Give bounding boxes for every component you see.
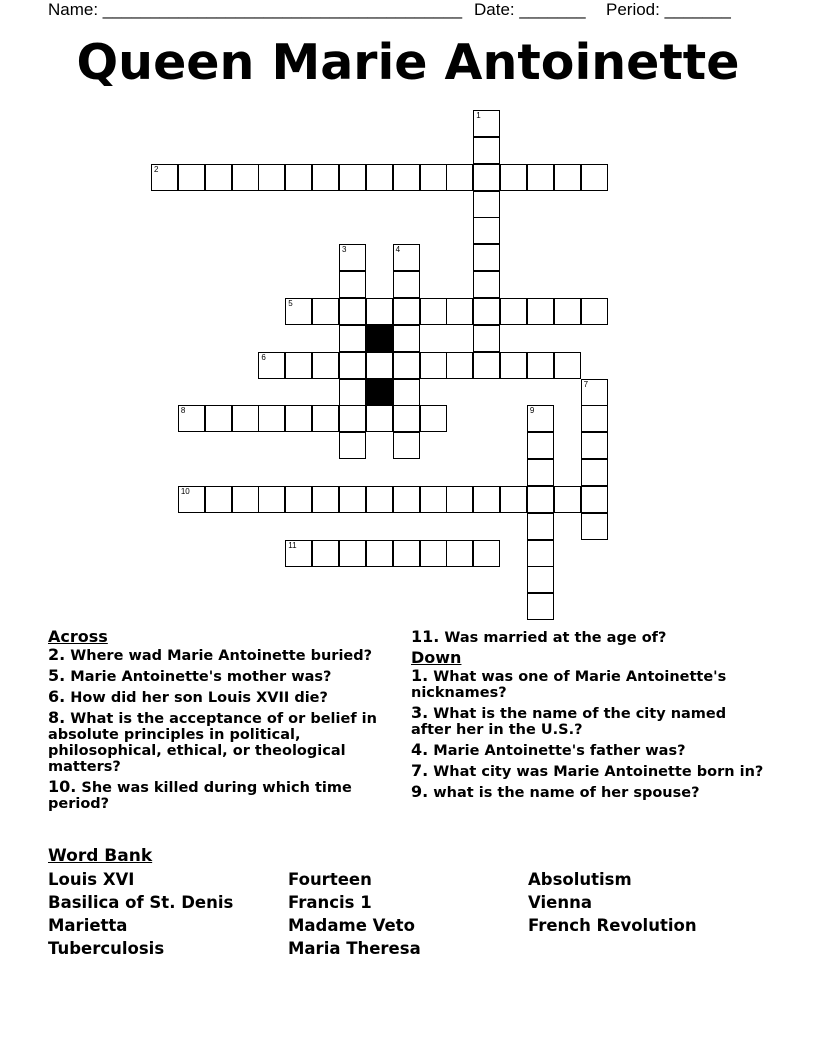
clue-down-7: 7. What city was Marie Antoinette born in? <box>411 761 764 780</box>
word-bank-item: Absolutism <box>528 870 632 889</box>
crossword-cell[interactable] <box>527 164 554 191</box>
crossword-cell[interactable] <box>581 459 608 486</box>
crossword-cell[interactable] <box>420 352 447 379</box>
crossword-cell[interactable] <box>339 244 366 271</box>
clue-across-11: 11. Was married at the age of? <box>411 627 667 646</box>
crossword-cell[interactable] <box>581 486 608 513</box>
crossword-cell[interactable] <box>339 379 366 406</box>
crossword-cell[interactable] <box>339 405 366 432</box>
clue-down-9: 9. what is the name of her spouse? <box>411 782 700 801</box>
crossword-cell[interactable] <box>393 164 420 191</box>
crossword-cell[interactable] <box>473 217 500 244</box>
clue-number: 9 <box>529 406 535 416</box>
crossword-cell[interactable] <box>205 486 232 513</box>
word-bank-item: Louis XVI <box>48 870 135 889</box>
crossword-cell[interactable] <box>339 164 366 191</box>
crossword-cell[interactable] <box>205 405 232 432</box>
clue-number: 7 <box>583 379 589 389</box>
crossword-cell[interactable] <box>339 298 366 325</box>
crossword-cell[interactable] <box>312 405 339 432</box>
clue-across-6: 6. How did her son Louis XVII die? <box>48 687 328 706</box>
date-field[interactable]: Date: _______ <box>474 0 586 19</box>
page-title: Queen Marie Antoinette <box>76 34 740 91</box>
clue-down-3: 3. What is the name of the city named after her in the U.S.? <box>411 703 727 738</box>
across-clues <box>48 629 388 816</box>
word-bank-item: Vienna <box>528 893 592 912</box>
crossword-cell[interactable] <box>527 566 554 593</box>
crossword-cell[interactable] <box>446 540 473 567</box>
clue-number: 11 <box>288 540 297 550</box>
clue-number: 5 <box>288 298 293 308</box>
crossword-cell[interactable] <box>366 298 393 325</box>
word-bank-item: Basilica of St. Denis <box>48 893 234 912</box>
crossword-cell[interactable] <box>554 486 581 513</box>
clue-across-10: 10. She was killed during which time period? <box>48 777 352 812</box>
crossword-black-cell <box>366 325 393 352</box>
crossword-cell[interactable] <box>366 164 393 191</box>
crossword-cell[interactable] <box>339 271 366 298</box>
crossword-cell[interactable] <box>500 164 527 191</box>
crossword-cell[interactable] <box>527 593 554 620</box>
crossword-cell[interactable] <box>527 405 554 432</box>
clue-across-5: 5. Marie Antoinette's mother was? <box>48 666 332 685</box>
clue-down-4: 4. Marie Antoinette's father was? <box>411 740 686 759</box>
crossword-cell[interactable] <box>446 164 473 191</box>
crossword-cell[interactable] <box>312 164 339 191</box>
crossword-cell[interactable] <box>393 486 420 513</box>
down-clues <box>411 629 771 805</box>
crossword-cell[interactable] <box>527 513 554 540</box>
crossword-cell[interactable] <box>285 486 312 513</box>
crossword-cell[interactable] <box>500 298 527 325</box>
crossword-cell[interactable] <box>393 271 420 298</box>
word-bank-item: Madame Veto <box>288 916 415 935</box>
crossword-cell[interactable] <box>393 298 420 325</box>
crossword-cell[interactable] <box>312 352 339 379</box>
crossword-cell[interactable] <box>581 298 608 325</box>
clue-number: 6 <box>261 352 266 362</box>
word-bank-item: Francis 1 <box>288 893 372 912</box>
word-bank-item: Maria Theresa <box>288 939 421 958</box>
crossword-cell[interactable] <box>581 405 608 432</box>
crossword-cell[interactable] <box>554 352 581 379</box>
crossword-cell[interactable] <box>178 405 205 432</box>
word-bank-item: Tuberculosis <box>48 939 165 958</box>
crossword-cell[interactable] <box>285 298 312 325</box>
crossword-cell[interactable] <box>285 164 312 191</box>
crossword-cell[interactable] <box>473 298 500 325</box>
crossword-cell[interactable] <box>258 352 285 379</box>
crossword-cell[interactable] <box>527 352 554 379</box>
crossword-cell[interactable] <box>527 298 554 325</box>
crossword-cell[interactable] <box>473 137 500 164</box>
crossword-cell[interactable] <box>393 244 420 271</box>
crossword-cell[interactable] <box>285 405 312 432</box>
word-bank-column-2 <box>288 868 421 960</box>
crossword-cell[interactable] <box>527 432 554 459</box>
crossword-cell[interactable] <box>285 540 312 567</box>
word-bank-item: Fourteen <box>288 870 372 889</box>
crossword-cell[interactable] <box>178 164 205 191</box>
crossword-cell[interactable] <box>339 486 366 513</box>
clue-number: 1 <box>476 111 481 120</box>
crossword-cell[interactable] <box>339 432 366 459</box>
crossword-cell[interactable] <box>232 405 259 432</box>
crossword-cell[interactable] <box>500 352 527 379</box>
crossword-cell[interactable] <box>366 405 393 432</box>
clue-number: 2 <box>154 164 159 174</box>
crossword-cell[interactable] <box>339 352 366 379</box>
crossword-cell[interactable] <box>312 298 339 325</box>
crossword-cell[interactable] <box>473 110 500 137</box>
crossword-cell[interactable] <box>366 486 393 513</box>
crossword-cell[interactable] <box>312 486 339 513</box>
across-heading: Across <box>48 627 108 646</box>
crossword-black-cell <box>366 379 393 406</box>
crossword-cell[interactable] <box>312 540 339 567</box>
clue-across-8: 8. What is the acceptance of or belief in absolute principles in political, philosophical, ethical, or theological matters? <box>48 708 377 775</box>
crossword-cell[interactable] <box>420 486 447 513</box>
crossword-cell[interactable] <box>366 540 393 567</box>
clue-across-2: 2. Where wad Marie Antoinette buried? <box>48 645 373 664</box>
crossword-cell[interactable] <box>258 164 285 191</box>
crossword-cell[interactable] <box>420 405 447 432</box>
crossword-cell[interactable] <box>554 298 581 325</box>
crossword-cell[interactable] <box>178 486 205 513</box>
clue-number: 8 <box>180 406 186 416</box>
crossword-cell[interactable] <box>473 325 500 352</box>
crossword-cell[interactable] <box>473 486 500 513</box>
word-bank-item: French Revolution <box>528 916 697 935</box>
crossword-cell[interactable] <box>258 405 285 432</box>
crossword-cell[interactable] <box>420 540 447 567</box>
word-bank-column-3 <box>528 868 697 937</box>
crossword-cell[interactable] <box>581 513 608 540</box>
crossword-cell[interactable] <box>339 325 366 352</box>
crossword-cell[interactable] <box>366 352 393 379</box>
crossword-cell[interactable] <box>420 164 447 191</box>
crossword-cell[interactable] <box>473 540 500 567</box>
crossword-cell[interactable] <box>473 244 500 271</box>
crossword-cell[interactable] <box>393 540 420 567</box>
crossword-cell[interactable] <box>527 486 554 513</box>
crossword-cell[interactable] <box>527 459 554 486</box>
crossword-cell[interactable] <box>393 352 420 379</box>
crossword-cell[interactable] <box>500 486 527 513</box>
crossword-cell[interactable] <box>527 540 554 567</box>
crossword-cell[interactable] <box>258 486 285 513</box>
crossword-cell[interactable] <box>151 164 178 191</box>
crossword-cell[interactable] <box>554 164 581 191</box>
word-bank-column-1 <box>48 868 233 960</box>
crossword-cell[interactable] <box>473 352 500 379</box>
crossword-cell[interactable] <box>393 432 420 459</box>
crossword-cell[interactable] <box>473 164 500 191</box>
crossword-cell[interactable] <box>232 164 259 191</box>
crossword-cell[interactable] <box>232 486 259 513</box>
crossword-cell[interactable] <box>339 540 366 567</box>
word-bank-title: Word Bank <box>48 846 153 866</box>
crossword-cell[interactable] <box>446 352 473 379</box>
crossword-cell[interactable] <box>285 352 312 379</box>
clue-number: 10 <box>180 486 190 496</box>
crossword-cell[interactable] <box>581 432 608 459</box>
crossword-cell[interactable] <box>581 164 608 191</box>
crossword-cell[interactable] <box>393 379 420 406</box>
crossword-cell[interactable] <box>393 405 420 432</box>
clue-number: 4 <box>395 245 401 255</box>
word-bank-item: Marietta <box>48 916 128 935</box>
crossword-cell[interactable] <box>205 164 232 191</box>
crossword-cell[interactable] <box>473 191 500 218</box>
crossword-cell[interactable] <box>446 486 473 513</box>
clue-down-1: 1. What was one of Marie Antoinette's nicknames? <box>411 666 727 701</box>
crossword-cell[interactable] <box>446 298 473 325</box>
crossword-cell[interactable] <box>393 325 420 352</box>
crossword-cell[interactable] <box>420 298 447 325</box>
period-field[interactable]: Period: _______ <box>606 0 731 19</box>
down-heading: Down <box>411 648 462 667</box>
crossword-cell[interactable] <box>581 379 608 406</box>
name-field[interactable]: Name: ______________________________________ <box>48 0 463 19</box>
crossword-cell[interactable] <box>473 271 500 298</box>
clue-number: 3 <box>341 245 347 255</box>
